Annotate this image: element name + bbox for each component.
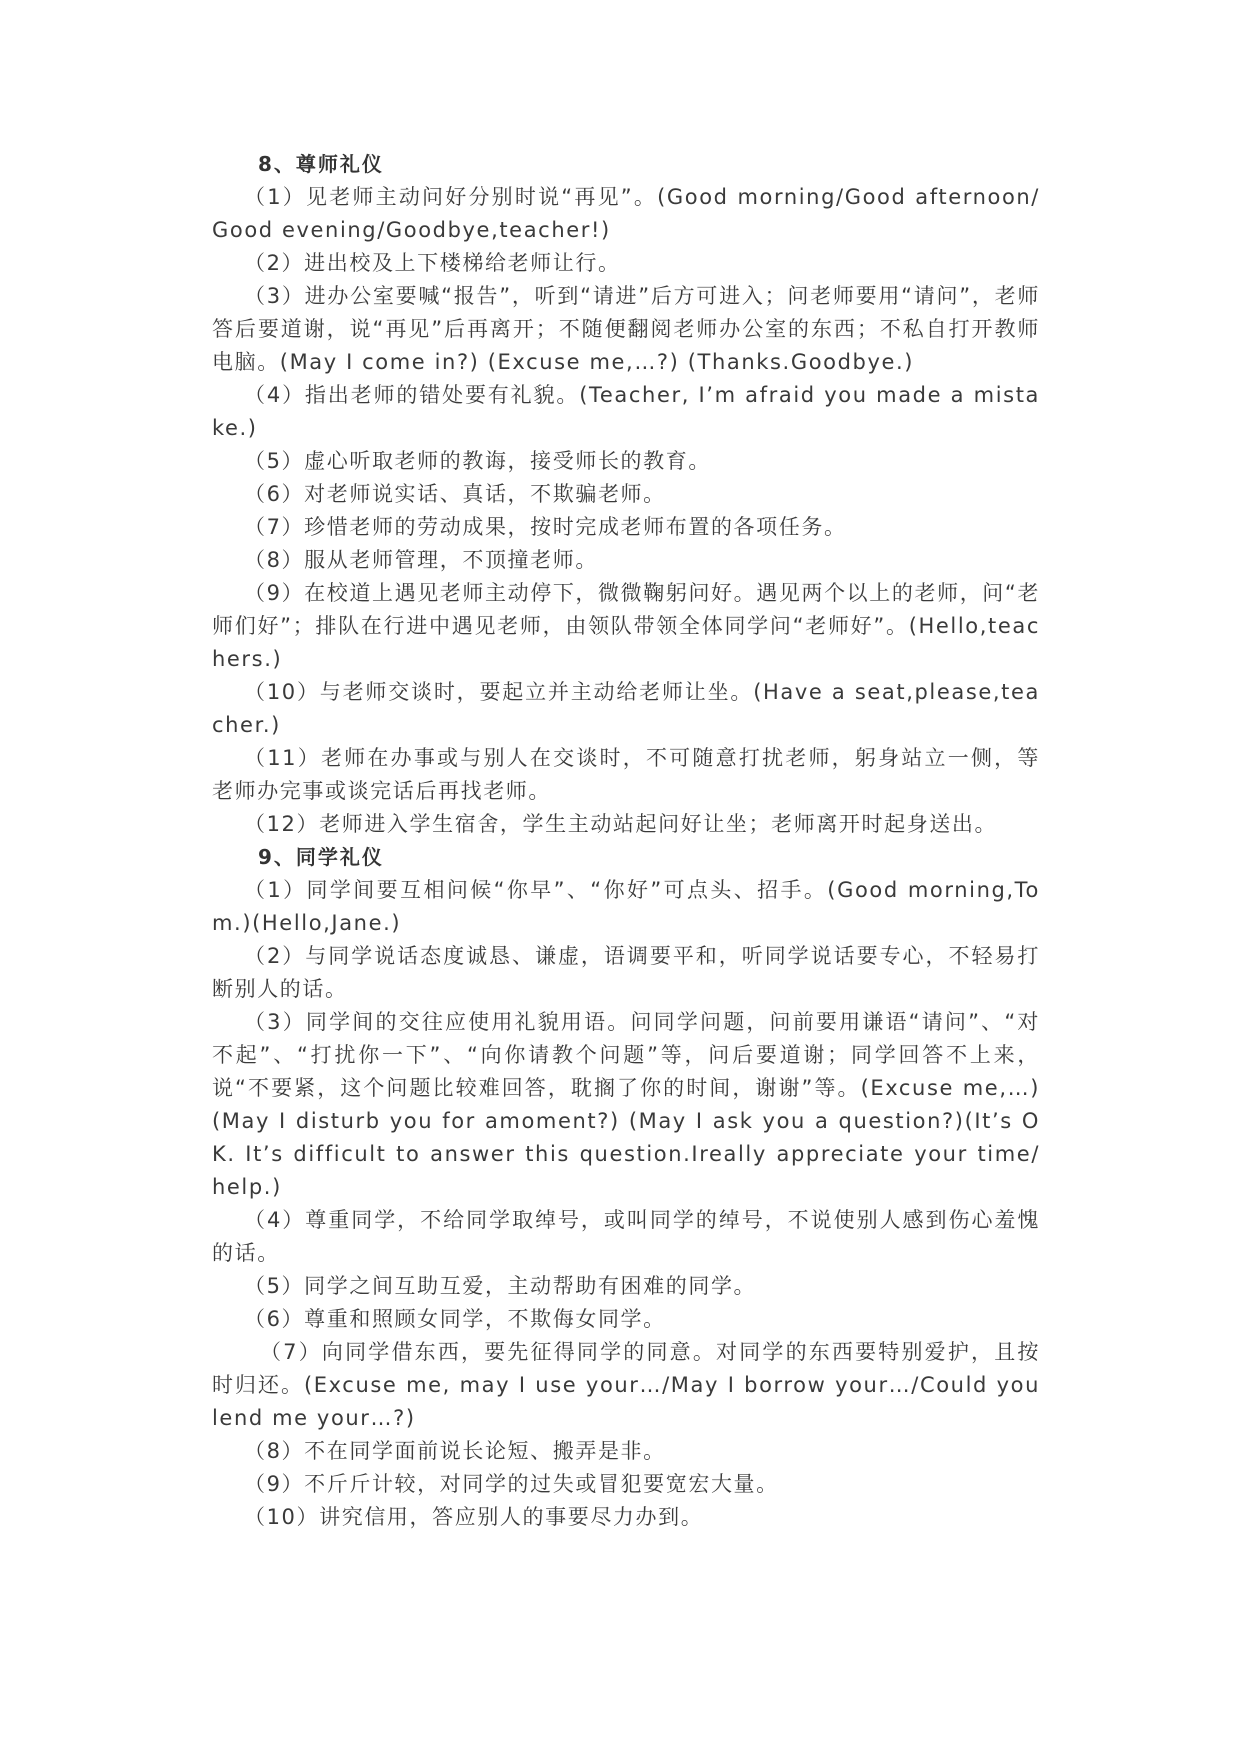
paragraph: （4）尊重同学，不给同学取绰号，或叫同学的绰号，不说使别人感到伤心羞愧的话。 bbox=[212, 1208, 1040, 1265]
paragraph: （8）不在同学面前说长论短、搬弄是非。 bbox=[244, 1439, 666, 1463]
section-title: 9、同学礼仪 bbox=[258, 845, 384, 869]
section-title: 8、尊师礼仪 bbox=[258, 152, 384, 176]
paragraph: （7）向同学借东西，要先征得同学的同意。对同学的东西要特别爱护，且按时归还。(Excuse me, may I use your…/May I borrow your…/Could you lend me your…?) bbox=[212, 1340, 1040, 1430]
paragraph: （9）在校道上遇见老师主动停下，微微鞠躬问好。遇见两个以上的老师，问“老师们好”；排队在行进中遇见老师，由领队带领全体同学问“老师好”。(Hello,teachers.) bbox=[212, 581, 1040, 671]
document-page bbox=[212, 148, 1040, 1534]
paragraph: （1）见老师主动问好分别时说“再见”。(Good morning/Good afternoon/Good evening/Goodbye,teacher!) bbox=[212, 185, 1040, 242]
paragraph: （9）不斤斤计较，对同学的过失或冒犯要宽宏大量。 bbox=[244, 1472, 779, 1496]
paragraph: （2）进出校及上下楼梯给老师让行。 bbox=[244, 251, 621, 275]
paragraph: （5）同学之间互助互爱，主动帮助有困难的同学。 bbox=[244, 1274, 757, 1298]
section-teacher-etiquette bbox=[212, 148, 1040, 841]
paragraph: （5）虚心听取老师的教诲，接受师长的教育。 bbox=[244, 449, 711, 473]
paragraph: （8）服从老师管理，不顶撞老师。 bbox=[244, 548, 598, 572]
paragraph: （3）进办公室要喊“报告”，听到“请进”后方可进入；问老师要用“请问”，老师答后要道谢，说“再见”后再离开；不随便翻阅老师办公室的东西；不私自打开教师电脑。(May I come in?) (Excuse me,…?) (Thanks.Goodbye.) bbox=[212, 284, 1040, 374]
paragraph: （12）老师进入学生宿舍，学生主动站起问好让坐；老师离开时起身送出。 bbox=[244, 812, 998, 836]
paragraph: （7）珍惜老师的劳动成果，按时完成老师布置的各项任务。 bbox=[244, 515, 847, 539]
paragraph: （10）讲究信用，答应别人的事要尽力办到。 bbox=[244, 1505, 704, 1529]
paragraph: （6）对老师说实话、真话，不欺骗老师。 bbox=[244, 482, 666, 506]
paragraph: （1）同学间要互相问候“你早”、“你好”可点头、招手。(Good morning,Tom.)(Hello,Jane.) bbox=[212, 878, 1040, 935]
paragraph: （4）指出老师的错处要有礼貌。(Teacher, I’m afraid you made a mistake.) bbox=[212, 383, 1040, 440]
paragraph: （2）与同学说话态度诚恳、谦虚，语调要平和，听同学说话要专心，不轻易打断别人的话。 bbox=[212, 944, 1040, 1001]
paragraph: （11）老师在办事或与别人在交谈时，不可随意打扰老师，躬身站立一侧，等老师办完事或谈完话后再找老师。 bbox=[212, 746, 1040, 803]
paragraph: （6）尊重和照顾女同学，不欺侮女同学。 bbox=[244, 1307, 666, 1331]
paragraph: （3）同学间的交往应使用礼貌用语。问同学问题，问前要用谦语“请问”、“对不起”、“打扰你一下”、“向你请教个问题”等，问后要道谢；同学回答不上来，说“不要紧，这个问题比较难回答，耽搁了你的时间，谢谢”等。(Excuse me,…) (May I disturb you for amoment?) (May I ask you a question?)(It’s OK. It’s difficult to answer this question.Ireally appreciate your time/help.) bbox=[212, 1010, 1040, 1199]
paragraph: （10）与老师交谈时，要起立并主动给老师让坐。(Have a seat,please,teacher.) bbox=[212, 680, 1040, 737]
section-classmate-etiquette bbox=[212, 841, 1040, 1534]
